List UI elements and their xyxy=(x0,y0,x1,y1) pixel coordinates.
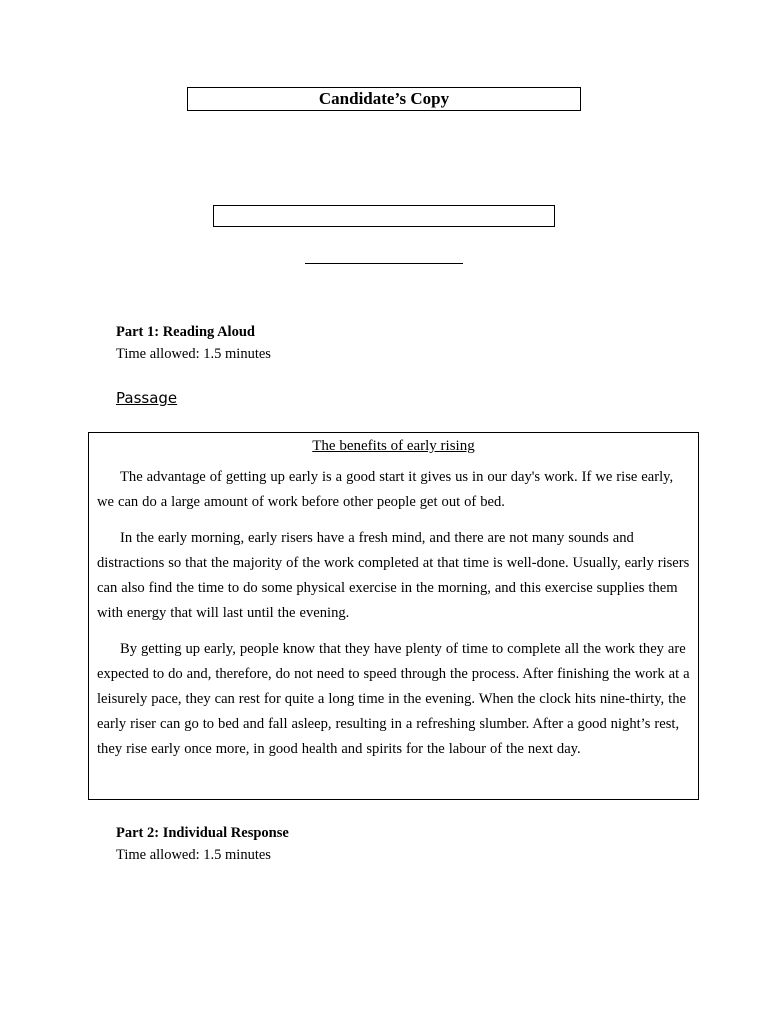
passage-box xyxy=(88,432,699,800)
passage-paragraph-3: By getting up early, people know that they have plenty of time to complete all the work they are expected to do and, therefore, do not need to speed through the process. After finishing the work at a leisurely pace, they can rest for quite a long time in the evening. When the clock hits nine-thirty, the early riser can go to bed and fall asleep, resulting in a refreshing slumber. After a good night’s rest, they rise early once more, in good health and spirits for the labour of the next day. xyxy=(97,641,690,757)
candidate-copy-title: Candidate’s Copy xyxy=(187,87,581,111)
blank-underline xyxy=(305,263,463,264)
part2-title: Part 2: Individual Response xyxy=(116,825,289,841)
blank-info-box xyxy=(213,205,555,227)
part2-time-allowed: Time allowed: 1.5 minutes xyxy=(116,847,271,863)
part1-time-allowed: Time allowed: 1.5 minutes xyxy=(116,346,271,362)
passage-title: The benefits of early rising xyxy=(312,438,475,454)
part1-title: Part 1: Reading Aloud xyxy=(116,324,255,340)
passage-label: Passage xyxy=(116,389,178,407)
passage-paragraph-2: In the early morning, early risers have a fresh mind, and there are not many sounds and distractions so that the majority of the work completed at that time is well-done. Usually, early risers can also find the time to do some physical exercise in the morning, and this exercise supplies them with energy that will last until the evening. xyxy=(97,530,690,621)
passage-paragraph-1: The advantage of getting up early is a good start it gives us in our day's work. If we rise early, we can do a large amount of work before other people get out of bed. xyxy=(97,469,674,510)
